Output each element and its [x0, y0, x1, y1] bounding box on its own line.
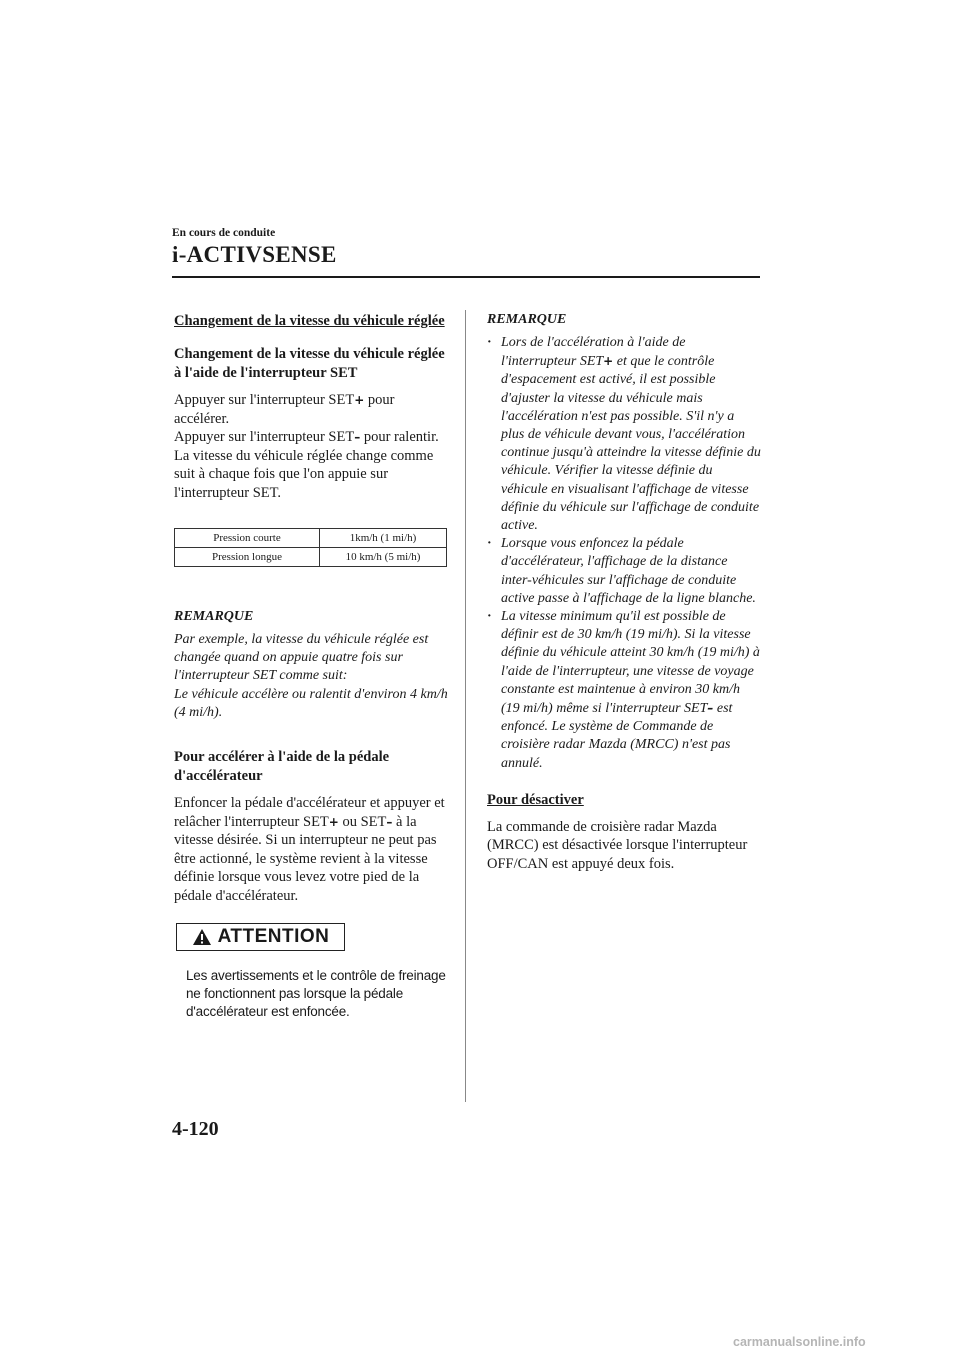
table-row — [175, 548, 447, 567]
right-column — [487, 312, 761, 873]
paragraph-accel-pedal — [174, 794, 450, 905]
note-text: Par exemple, la vitesse du véhicule réglée est changée quand on appuie quatre fois sur l'interrupteur SET comme suit: — [174, 632, 429, 684]
text: est enfoncé. Le système de Commande de croisière radar Mazda (MRCC) n'est pas annulé. — [501, 701, 733, 771]
text: Appuyer sur l'interrupteur SET — [174, 429, 355, 445]
table-cell: 10 km/h (5 mi/h) — [320, 548, 447, 567]
press-table — [174, 528, 447, 567]
paragraph-decelerate — [174, 428, 450, 447]
note-title: REMARQUE — [174, 609, 254, 624]
text: La vitesse minimum qu'il est possible de définir est de 30 km/h (19 mi/h). Si la vitesse définie du véhicule atteint 30 km/h (19 mi/h) à l'aide de l'interrupteur, une vitesse de voyage constante est maintenue à environ 30 km/h (19 mi/h) même si l'interrupteur SET — [501, 609, 760, 717]
minus-icon: – — [386, 814, 393, 829]
minus-icon: – — [707, 701, 714, 716]
attention-box — [176, 923, 345, 951]
text: pour accélérer. — [174, 392, 395, 427]
text: Enfoncer la pédale d'accélérateur et appuyer et relâcher l'interrupteur SET — [174, 795, 445, 830]
text: à la vitesse désirée. Si un interrupteur ne peut pas être actionné, le système revient à la vitesse définie lorsque vous levez votre pied de la pédale d'accélérateur. — [174, 813, 437, 904]
text: Appuyer sur l'interrupteur SET — [174, 392, 355, 408]
plus-icon: + — [354, 393, 365, 407]
table-cell: 1km/h (1 mi/h) — [320, 529, 447, 548]
text: Lors de l'accélération à l'aide de l'interrupteur SET — [501, 335, 686, 370]
plus-icon: + — [603, 354, 614, 369]
text: ou SET — [338, 813, 387, 830]
note-list — [487, 334, 761, 773]
plus-icon: + — [328, 814, 339, 829]
heading-accel-pedal: Pour accélérer à l'aide de la pédale d'accélérateur — [174, 749, 390, 785]
note-title: REMARQUE — [487, 312, 567, 327]
text: pour ralentir. — [360, 429, 439, 445]
watermark[interactable]: carmanualsonline.info — [733, 1335, 866, 1349]
paragraph-speed-change: La vitesse du véhicule réglée change comme suit à chaque fois que l'on appuie sur l'interrupteur SET. — [174, 447, 434, 501]
list-item: · Lorsque vous enfoncez la pédale d'accélérateur, l'affichage de la distance inter-véhicules sur l'affichage de conduite active passe à l'affichage de la ligne blanche. — [487, 535, 761, 608]
paragraph-deactivate: La commande de croisière radar Mazda (MRCC) est désactivée lorsque l'interrupteur OFF/CAN est appuyé deux fois. — [487, 818, 748, 872]
heading-deactivate: Pour désactiver — [487, 791, 584, 808]
table-cell: Pression longue — [175, 548, 320, 567]
table-cell: Pression courte — [175, 529, 320, 548]
left-column — [174, 312, 450, 1021]
warning-icon — [192, 928, 212, 946]
note-text: Le véhicule accélère ou ralentit d'environ 4 km/h (4 mi/h). — [174, 686, 448, 720]
column-divider — [465, 310, 466, 1102]
section-label: En cours de conduite — [172, 227, 276, 239]
minus-icon: – — [354, 430, 361, 444]
paragraph-accelerate — [174, 391, 450, 428]
text: et que le contrôle d'espacement est activé, il est possible d'ajuster la vitesse du véhicule mais l'accélération n'est pas possible. S'il n'y a plus de véhicule devant vous, l'accélération continue jusqu'à atteindre la vitesse définie du véhicule. Vérifier la vitesse définie du véhicule en visualisant l'affichage de vitesse définie du véhicule sur l'affichage de conduite active. — [501, 354, 761, 534]
attention-label: ATTENTION — [217, 926, 330, 948]
list-item — [487, 608, 761, 773]
table-row — [175, 529, 447, 548]
header-divider — [172, 276, 760, 278]
heading-change-speed: Changement de la vitesse du véhicule réglée — [174, 313, 445, 329]
list-item — [487, 334, 761, 535]
attention-text: Les avertissements et le contrôle de freinage ne fonctionnent pas lorsque la pédale d'accélérateur est enfoncée. — [186, 968, 446, 1020]
heading-set-switch: Changement de la vitesse du véhicule réglée à l'aide de l'interrupteur SET — [174, 346, 445, 381]
page-number: 4-120 — [172, 1118, 219, 1140]
page-title: i-ACTIVSENSE — [172, 242, 337, 267]
